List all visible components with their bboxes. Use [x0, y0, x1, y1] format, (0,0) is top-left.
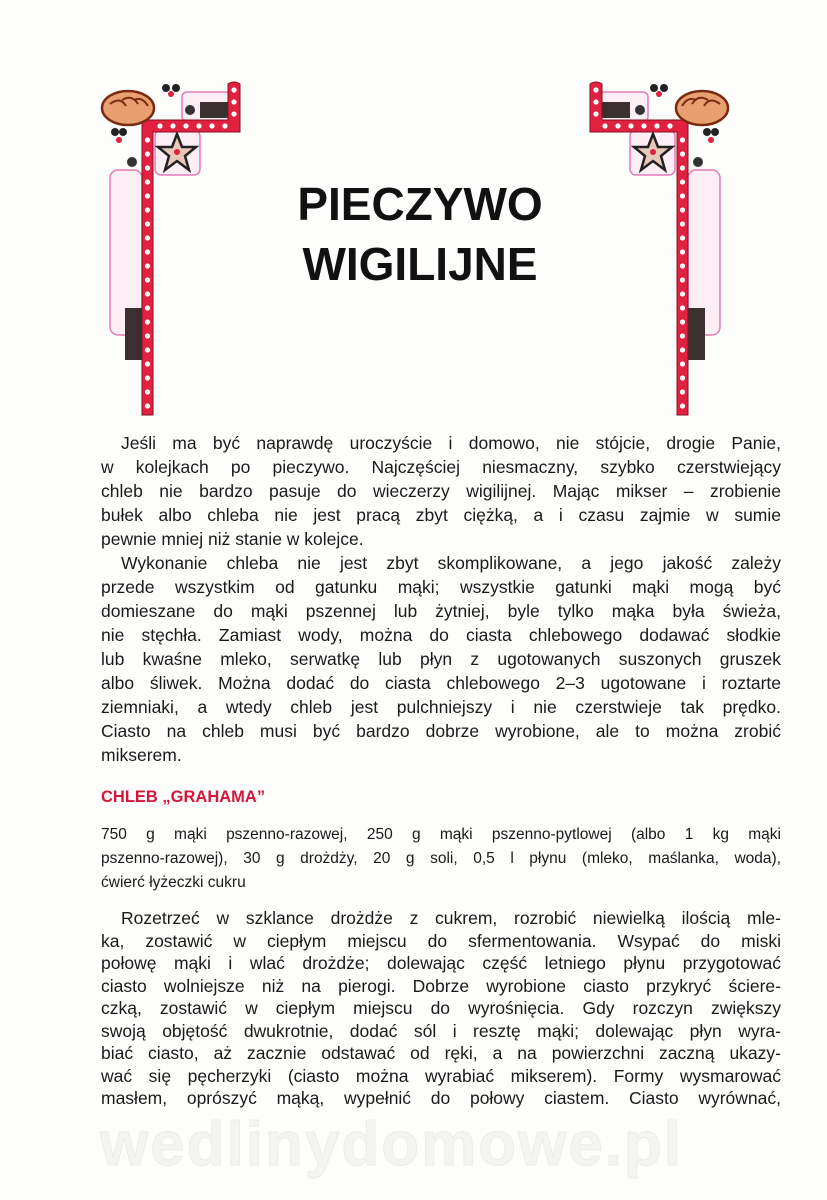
text-line: lub kwaśne mleko, serwatkę lub płyn z ugotowanych suszonych gruszek	[101, 649, 781, 669]
text-line: biać ciasto, aż zacznie odstawać od ręki, a na powierzchni zaczną ukazy-	[101, 1043, 781, 1063]
text-line: przede wszystkim od gatunku mąki; wszystkie gatunki mąki mogą być	[101, 577, 781, 597]
ingredients-line: 750 g mąki pszenno-razowej, 250 g mąki pszenno-pytlowej (albo 1 kg mąki	[101, 826, 781, 843]
text-line: Ciasto na chleb musi być bardzo dobrze wyrobione, ale to można zrobić	[101, 721, 781, 741]
text-line: albo śliwek. Można dodać do ciasta chlebowego 2–3 ugotowane i roztarte	[101, 673, 781, 693]
text-line: połowę mąki i wlać drożdże; dolewając część letniego płynu przygotować	[101, 953, 781, 973]
text-line: mikserem.	[101, 745, 182, 765]
text-line: Rozetrzeć w szklance drożdże z cukrem, rozrobić niewielką ilością mle-	[121, 908, 781, 928]
method-text	[101, 907, 781, 1110]
ingredients-list	[101, 823, 781, 895]
text-line: pewnie mniej niż stanie w kolejce.	[101, 529, 364, 549]
text-line: swoją objętość dwukrotnie, dodać sól i resztę mąki; dolewając płyn wyra-	[101, 1020, 781, 1041]
text-line: bułek albo chleba nie jest pracą zbyt ciężką, a i czasu zajmie w sumie	[101, 505, 781, 525]
recipe-heading: CHLEB „GRAHAMA”	[101, 788, 266, 806]
text-line: ka, zostawić w ciepłym miejscu do sfermentowania. Wsypać do miski	[101, 930, 781, 951]
intro-text	[101, 431, 781, 767]
text-line: nie stęchła. Zamiast wody, można do ciasta chlebowego dodawać słodkie	[101, 625, 781, 645]
page-title-line-1: PIECZYWO	[297, 178, 543, 230]
text-line: Wykonanie chleba nie jest zbyt skomplikowane, a jego jakość zależy	[121, 553, 781, 573]
text-line: ciasto wolniejsze niż na pierogi. Dobrze wyrobione ciasto przykryć ściere-	[101, 975, 781, 996]
text-line: Jeśli ma być naprawdę uroczyście i domowo, nie stójcie, drogie Panie,	[121, 433, 781, 453]
ingredients-line: pszenno-razowej), 30 g drożdży, 20 g soli, 0,5 l płynu (mleko, maślanka, woda),	[101, 850, 781, 867]
text-line: w kolejkach po pieczywo. Najczęściej niesmaczny, szybko czerstwiejący	[101, 457, 781, 477]
text-line: wać się pęcherzyki (ciasto można wyrabiać mikserem). Formy wysmarować	[101, 1065, 781, 1086]
watermark: wedlinydomowe.pl	[100, 1110, 684, 1179]
text-line: domieszane do mąki pszennej lub żytniej, byle tylko mąka była świeża,	[101, 601, 781, 621]
text-line: ziemniaki, a wtedy chleb jest pulchniejszy i nie czerstwieje tak prędko.	[101, 697, 781, 717]
text-line: czką, zostawić w ciepłym miejscu do wyrośnięcia. Gdy rozczyn zwiększy	[101, 998, 781, 1018]
text-line: masłem, oprószyć mąką, wypełnić do połowy ciastem. Ciasto wyrównać,	[101, 1088, 781, 1108]
text-line: chleb nie bardzo pasuje do wieczerzy wigilijnej. Mając mikser – zrobienie	[101, 481, 781, 501]
ingredients-line: ćwierć łyżeczki cukru	[101, 874, 246, 891]
page-title-line-2: WIGILIJNE	[302, 238, 538, 290]
